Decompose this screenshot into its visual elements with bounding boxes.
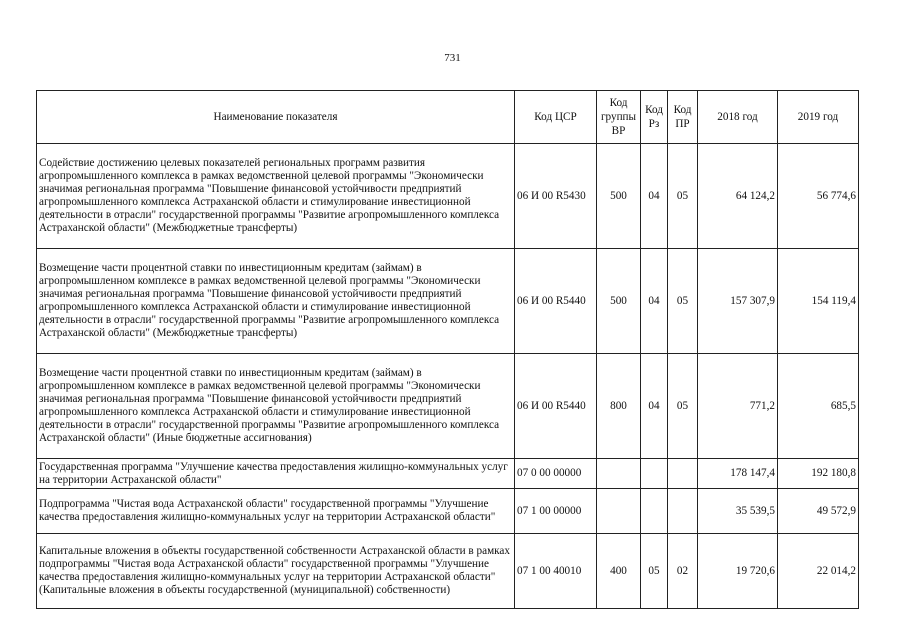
row-pr bbox=[668, 459, 698, 489]
row-name: Подпрограмма "Чистая вода Астраханской области" государственной программы "Улучшение качества предоставления жилищно-коммунальных услуг на территории Астраханской области" bbox=[37, 489, 515, 534]
row-pr: 02 bbox=[668, 534, 698, 609]
page-number: 731 bbox=[444, 52, 461, 64]
row-vr: 400 bbox=[597, 534, 641, 609]
row-vr bbox=[597, 489, 641, 534]
table-row bbox=[37, 489, 859, 534]
table-row bbox=[37, 144, 859, 249]
row-2018: 64 124,2 bbox=[698, 144, 778, 249]
row-rz: 04 bbox=[641, 144, 668, 249]
table-row bbox=[37, 354, 859, 459]
header-2018: 2018 год bbox=[698, 91, 778, 144]
row-2019: 49 572,9 bbox=[778, 489, 859, 534]
row-csr: 07 1 00 40010 bbox=[515, 534, 597, 609]
row-vr: 800 bbox=[597, 354, 641, 459]
row-csr: 06 И 00 R5440 bbox=[515, 354, 597, 459]
header-rz: Код Рз bbox=[641, 91, 668, 144]
row-rz bbox=[641, 459, 668, 489]
row-rz: 05 bbox=[641, 534, 668, 609]
row-pr: 05 bbox=[668, 144, 698, 249]
row-csr: 06 И 00 R5430 bbox=[515, 144, 597, 249]
row-2019: 154 119,4 bbox=[778, 249, 859, 354]
row-2018: 178 147,4 bbox=[698, 459, 778, 489]
header-name: Наименование показателя bbox=[37, 91, 515, 144]
row-rz: 04 bbox=[641, 249, 668, 354]
row-name: Возмещение части процентной ставки по инвестиционным кредитам (займам) в агропромышленном комплексе в рамках ведомственной целевой программы "Экономически значимая региональная программа "Повышение финансовой устойчивости предприятий агропромышленного комплекса Астраханской области и стимулирование инвестиционной деятельности в отрасли" государственной программы "Развитие агропромышленного комплекса Астраханской области" (Межбюджетные трансферты) bbox=[37, 249, 515, 354]
budget-table bbox=[36, 90, 859, 609]
row-2019: 192 180,8 bbox=[778, 459, 859, 489]
row-csr: 06 И 00 R5440 bbox=[515, 249, 597, 354]
row-vr bbox=[597, 459, 641, 489]
row-name: Государственная программа "Улучшение качества предоставления жилищно-коммунальных услуг на территории Астраханской области" bbox=[37, 459, 515, 489]
row-vr: 500 bbox=[597, 249, 641, 354]
row-2018: 35 539,5 bbox=[698, 489, 778, 534]
row-2018: 19 720,6 bbox=[698, 534, 778, 609]
table-row bbox=[37, 249, 859, 354]
table-header-row bbox=[37, 91, 859, 144]
row-pr: 05 bbox=[668, 249, 698, 354]
header-pr: Код ПР bbox=[668, 91, 698, 144]
row-rz: 04 bbox=[641, 354, 668, 459]
row-2019: 56 774,6 bbox=[778, 144, 859, 249]
header-2019: 2019 год bbox=[778, 91, 859, 144]
row-2018: 771,2 bbox=[698, 354, 778, 459]
table-row bbox=[37, 459, 859, 489]
row-rz bbox=[641, 489, 668, 534]
row-pr bbox=[668, 489, 698, 534]
row-name: Возмещение части процентной ставки по инвестиционным кредитам (займам) в агропромышленном комплексе в рамках ведомственной целевой программы "Экономически значимая региональная программа "Повышение финансовой устойчивости предприятий агропромышленного комплекса Астраханской области и стимулирование инвестиционной деятельности в отрасли" государственной программы "Развитие агропромышленного комплекса Астраханской области" (Иные бюджетные ассигнования) bbox=[37, 354, 515, 459]
header-csr: Код ЦСР bbox=[515, 91, 597, 144]
row-2018: 157 307,9 bbox=[698, 249, 778, 354]
row-pr: 05 bbox=[668, 354, 698, 459]
row-csr: 07 0 00 00000 bbox=[515, 459, 597, 489]
row-vr: 500 bbox=[597, 144, 641, 249]
row-2019: 22 014,2 bbox=[778, 534, 859, 609]
row-csr: 07 1 00 00000 bbox=[515, 489, 597, 534]
row-2019: 685,5 bbox=[778, 354, 859, 459]
table-row bbox=[37, 534, 859, 609]
row-name: Содействие достижению целевых показателей региональных программ развития агропромышленного комплекса в рамках ведомственной целевой программы "Экономически значимая региональная программа "Повышение финансовой устойчивости предприятий агропромышленного комплекса Астраханской области и стимулирование инвестиционной деятельности в отрасли" государственной программы "Развитие агропромышленного комплекса Астраханской области" (Межбюджетные трансферты) bbox=[37, 144, 515, 249]
header-vr: Код группы ВР bbox=[597, 91, 641, 144]
row-name: Капитальные вложения в объекты государственной собственности Астраханской области в рамках подпрограммы "Чистая вода Астраханской области" государственной программы "Улучшение качества предоставления жилищно-коммунальных услуг на территории Астраханской области" (Капитальные вложения в объекты государственной (муниципальной) собственности) bbox=[37, 534, 515, 609]
